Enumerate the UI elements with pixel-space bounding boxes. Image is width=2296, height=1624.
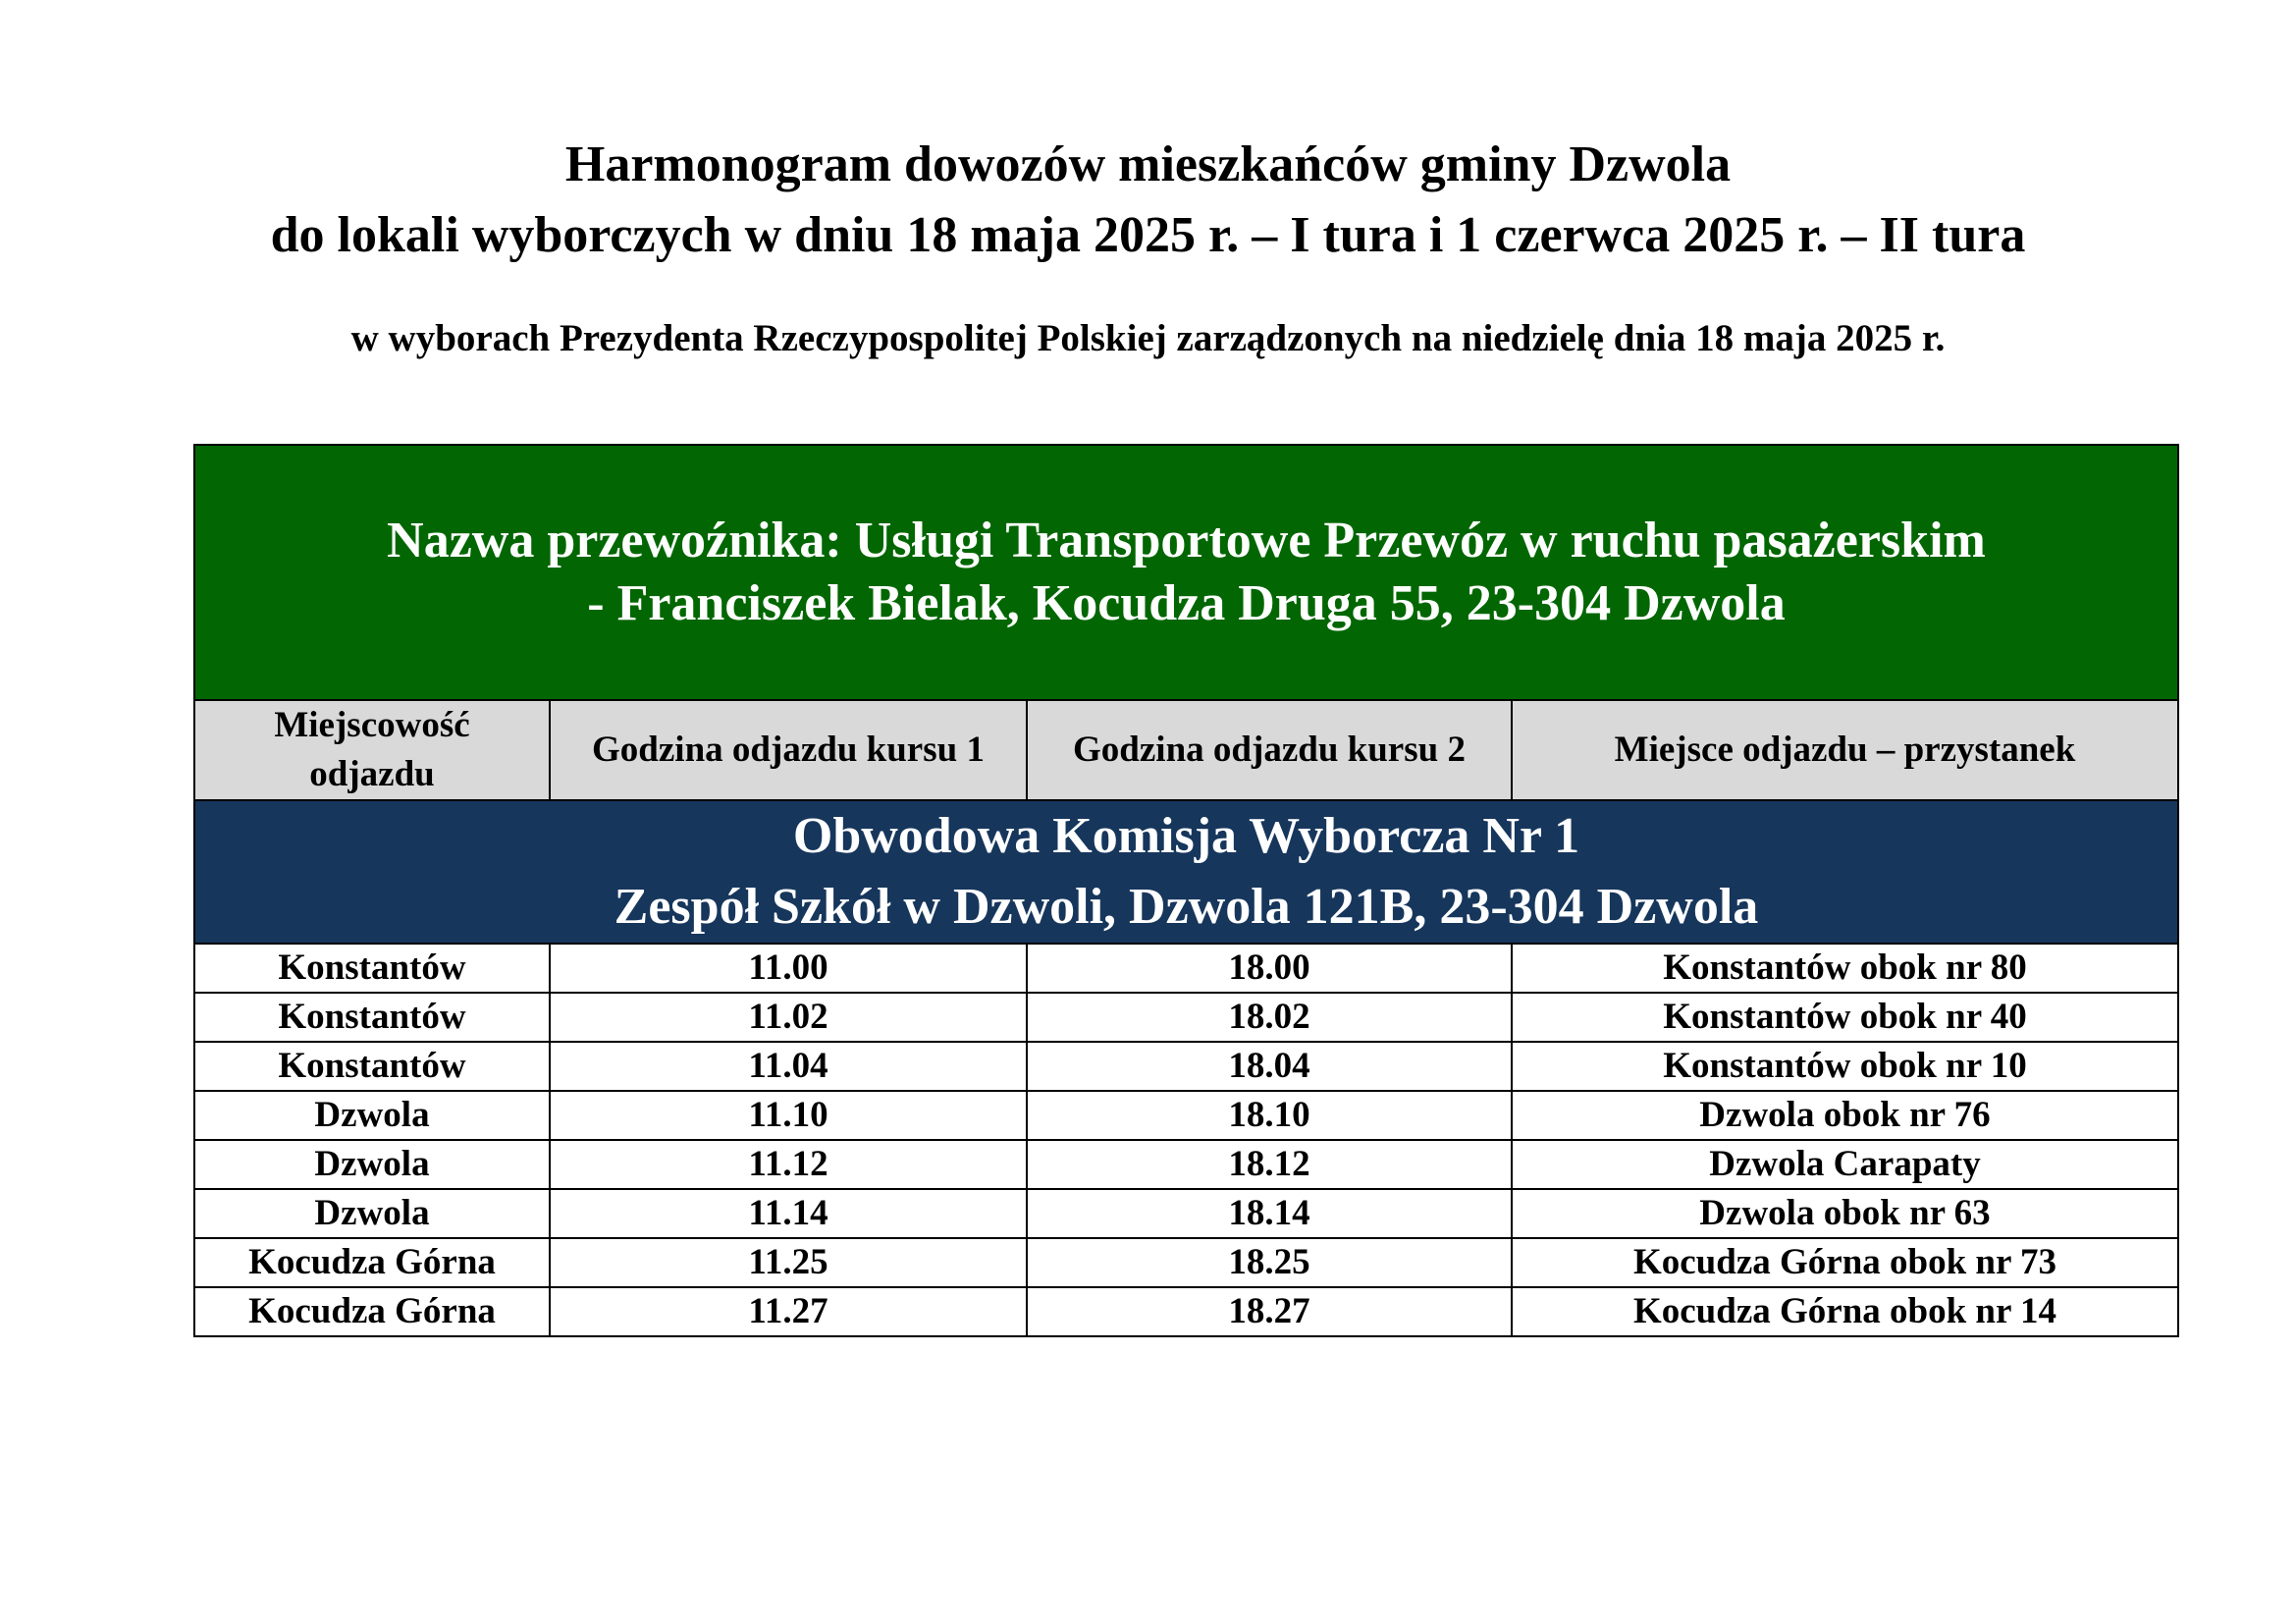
row-stop: Dzwola obok nr 76 — [1512, 1091, 2178, 1140]
column-header-locality — [194, 700, 550, 800]
carrier-address: - Franciszek Bielak, Kocudza Druga 55, 23-304 Dzwola — [587, 575, 1786, 631]
row-course-2-time: 18.27 — [1027, 1287, 1512, 1336]
carrier-row — [194, 445, 2178, 700]
column-header-locality-line-2: odjazdu — [309, 754, 435, 794]
row-locality: Dzwola — [194, 1189, 550, 1238]
row-stop: Dzwola obok nr 63 — [1512, 1189, 2178, 1238]
row-course-1-time: 11.12 — [550, 1140, 1027, 1189]
row-stop: Konstantów obok nr 40 — [1512, 993, 2178, 1042]
row-stop: Konstantów obok nr 80 — [1512, 944, 2178, 993]
schedule-table — [193, 444, 2179, 1337]
page-title-line-2: do lokali wyborczych w dniu 18 maja 2025 r. – I tura i 1 czerwca 2025 r. – II tura — [270, 207, 2026, 263]
row-course-2-time: 18.12 — [1027, 1140, 1512, 1189]
column-header-locality-line-1: Miejscowość — [274, 705, 470, 745]
table-row — [194, 1042, 2178, 1091]
row-course-2-time: 18.10 — [1027, 1091, 1512, 1140]
row-course-1-time: 11.27 — [550, 1287, 1027, 1336]
carrier-cell — [194, 445, 2178, 700]
row-course-1-time: 11.10 — [550, 1091, 1027, 1140]
row-course-2-time: 18.25 — [1027, 1238, 1512, 1287]
row-locality: Dzwola — [194, 1140, 550, 1189]
table-row — [194, 993, 2178, 1042]
row-locality: Konstantów — [194, 944, 550, 993]
table-row — [194, 1189, 2178, 1238]
row-course-2-time: 18.04 — [1027, 1042, 1512, 1091]
table-row — [194, 1091, 2178, 1140]
column-header-course-1: Godzina odjazdu kursu 1 — [550, 700, 1027, 800]
row-course-2-time: 18.00 — [1027, 944, 1512, 993]
column-header-row — [194, 700, 2178, 800]
row-locality: Konstantów — [194, 993, 550, 1042]
row-locality: Konstantów — [194, 1042, 550, 1091]
column-header-course-2: Godzina odjazdu kursu 2 — [1027, 700, 1512, 800]
row-stop: Kocudza Górna obok nr 73 — [1512, 1238, 2178, 1287]
row-locality: Kocudza Górna — [194, 1287, 550, 1336]
commission-row — [194, 800, 2178, 944]
table-row — [194, 1287, 2178, 1336]
row-stop: Kocudza Górna obok nr 14 — [1512, 1287, 2178, 1336]
commission-cell — [194, 800, 2178, 944]
row-locality: Kocudza Górna — [194, 1238, 550, 1287]
page-title-line-1: Harmonogram dowozów mieszkańców gminy Dzwola — [564, 136, 1732, 192]
carrier-name: Nazwa przewoźnika: Usługi Transportowe Przewóz w ruchu pasażerskim — [387, 513, 1986, 568]
table-row — [194, 1238, 2178, 1287]
table-row — [194, 944, 2178, 993]
row-stop: Dzwola Carapaty — [1512, 1140, 2178, 1189]
column-header-stop: Miejsce odjazdu – przystanek — [1512, 700, 2178, 800]
row-course-1-time: 11.02 — [550, 993, 1027, 1042]
commission-address: Zespół Szkół w Dzwoli, Dzwola 121B, 23-304 Dzwola — [614, 879, 1759, 935]
row-course-1-time: 11.25 — [550, 1238, 1027, 1287]
row-locality: Dzwola — [194, 1091, 550, 1140]
row-stop: Konstantów obok nr 10 — [1512, 1042, 2178, 1091]
row-course-2-time: 18.14 — [1027, 1189, 1512, 1238]
row-course-1-time: 11.00 — [550, 944, 1027, 993]
row-course-1-time: 11.14 — [550, 1189, 1027, 1238]
table-row — [194, 1140, 2178, 1189]
row-course-2-time: 18.02 — [1027, 993, 1512, 1042]
page-subtitle: w wyborach Prezydenta Rzeczypospolitej Polskiej zarządzonych na niedzielę dnia 18 maja 2025 r. — [350, 317, 1946, 359]
commission-name: Obwodowa Komisja Wyborcza Nr 1 — [792, 808, 1580, 864]
row-course-1-time: 11.04 — [550, 1042, 1027, 1091]
